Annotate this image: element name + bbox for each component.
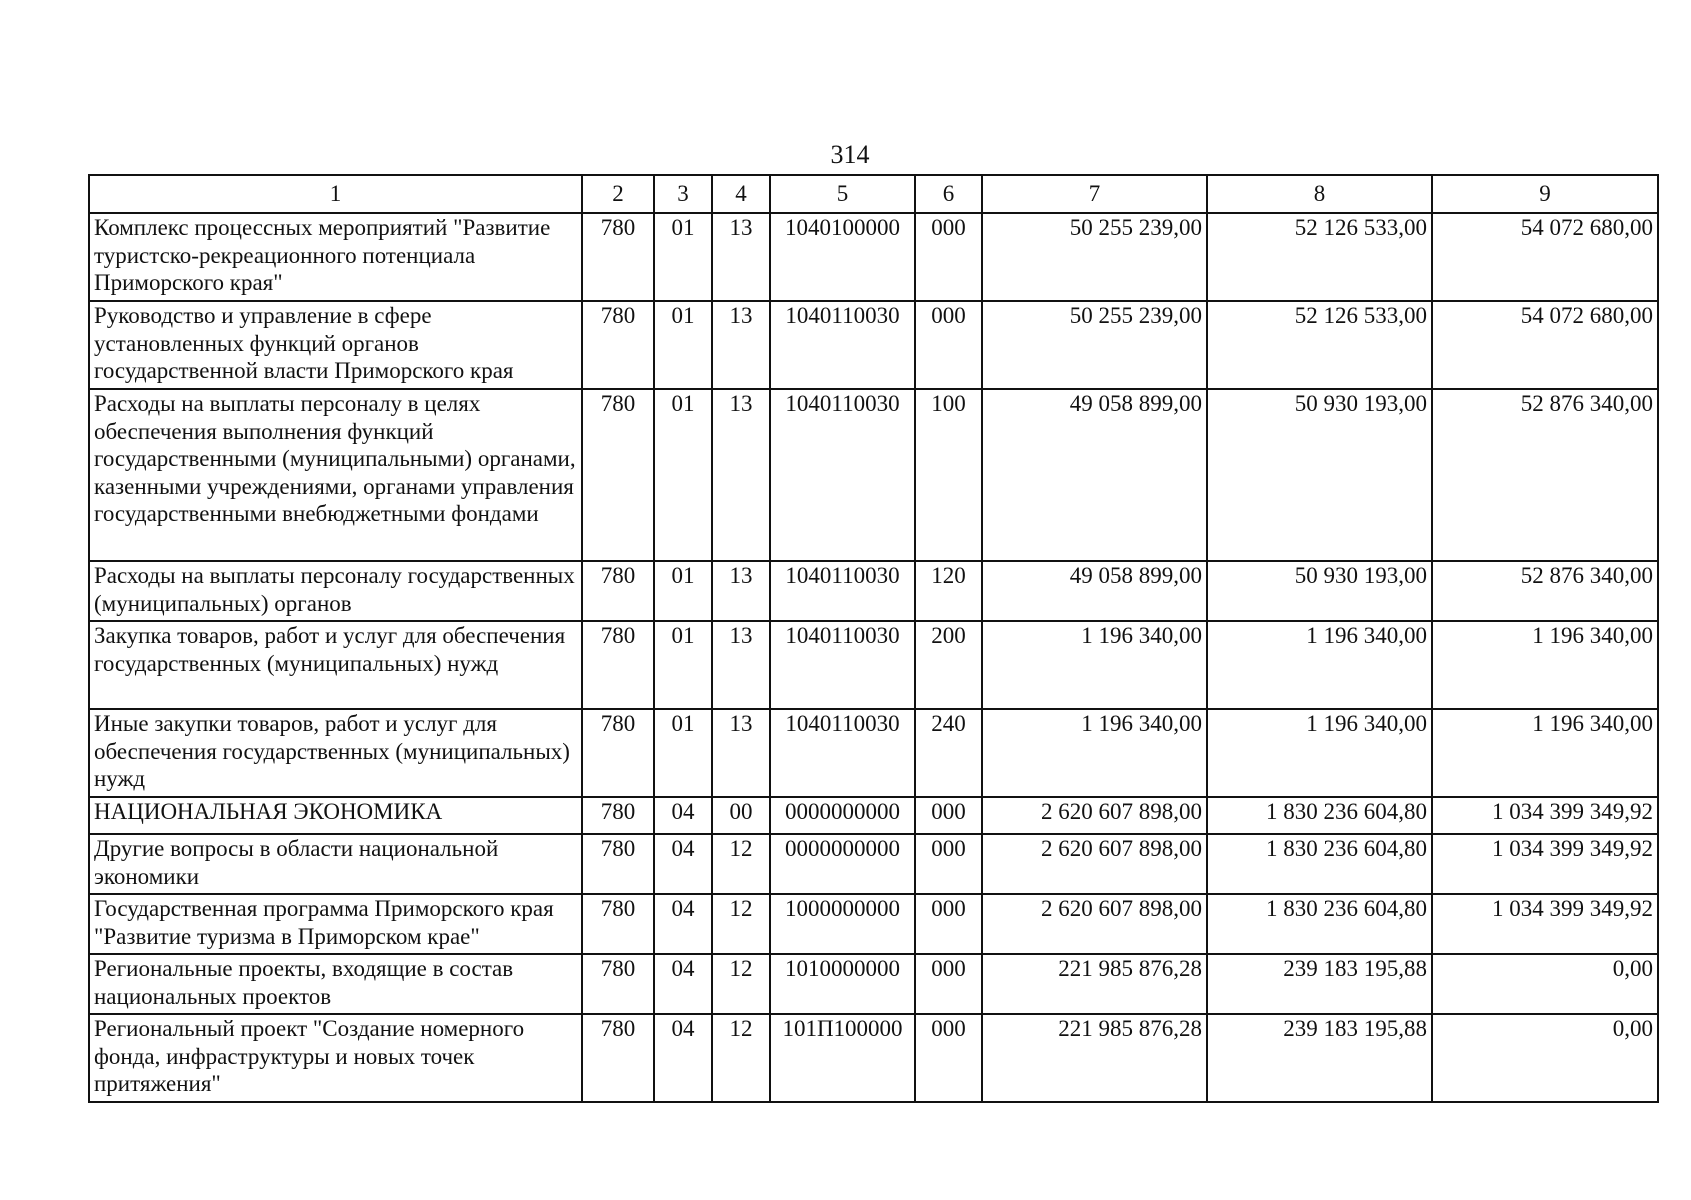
amount-cell: 54 072 680,00 [1432,213,1658,301]
row-name-cell: Руководство и управление в сфере установленных функций органов государственной власти Приморского края [89,301,582,389]
column-header: 3 [654,175,712,213]
row-name-cell: Закупка товаров, работ и услуг для обеспечения государственных (муниципальных) нужд [89,621,582,709]
table-row [89,797,1658,834]
column-header: 1 [89,175,582,213]
code-cell: 12 [712,834,770,894]
amount-cell: 221 985 876,28 [982,954,1207,1014]
code-cell: 240 [915,709,982,797]
table-row [89,834,1658,894]
column-header: 9 [1432,175,1658,213]
code-cell: 1040110030 [770,709,915,797]
amount-cell: 1 830 236 604,80 [1207,834,1432,894]
code-cell: 780 [582,797,654,834]
column-header: 4 [712,175,770,213]
row-name-cell: Расходы на выплаты персоналу государственных (муниципальных) органов [89,561,582,621]
amount-cell: 1 196 340,00 [982,621,1207,709]
code-cell: 1040110030 [770,561,915,621]
code-cell: 780 [582,301,654,389]
amount-cell: 50 930 193,00 [1207,561,1432,621]
amount-cell: 221 985 876,28 [982,1014,1207,1102]
code-cell: 0000000000 [770,834,915,894]
amount-cell: 1 196 340,00 [1207,621,1432,709]
code-cell: 04 [654,954,712,1014]
code-cell: 0000000000 [770,797,915,834]
column-header: 6 [915,175,982,213]
amount-cell: 54 072 680,00 [1432,301,1658,389]
table-row [89,954,1658,1014]
code-cell: 1010000000 [770,954,915,1014]
amount-cell: 52 876 340,00 [1432,389,1658,561]
code-cell: 780 [582,621,654,709]
code-cell: 13 [712,213,770,301]
amount-cell: 1 196 340,00 [982,709,1207,797]
row-name-cell: Иные закупки товаров, работ и услуг для обеспечения государственных (муниципальных) нужд [89,709,582,797]
code-cell: 1040100000 [770,213,915,301]
code-cell: 780 [582,389,654,561]
code-cell: 04 [654,1014,712,1102]
amount-cell: 0,00 [1432,1014,1658,1102]
code-cell: 12 [712,954,770,1014]
amount-cell: 50 255 239,00 [982,301,1207,389]
amount-cell: 1 196 340,00 [1432,621,1658,709]
code-cell: 1040110030 [770,301,915,389]
code-cell: 100 [915,389,982,561]
code-cell: 000 [915,954,982,1014]
row-name-cell: Другие вопросы в области национальной экономики [89,834,582,894]
table-row [89,709,1658,797]
amount-cell: 1 034 399 349,92 [1432,894,1658,954]
amount-cell: 50 255 239,00 [982,213,1207,301]
code-cell: 1000000000 [770,894,915,954]
column-header: 8 [1207,175,1432,213]
code-cell: 1040110030 [770,621,915,709]
amount-cell: 1 034 399 349,92 [1432,797,1658,834]
row-name-cell: Государственная программа Приморского края "Развитие туризма в Приморском крае" [89,894,582,954]
code-cell: 13 [712,389,770,561]
code-cell: 13 [712,301,770,389]
amount-cell: 1 196 340,00 [1432,709,1658,797]
code-cell: 01 [654,301,712,389]
row-name-cell: Комплекс процессных мероприятий "Развитие туристско-рекреационного потенциала Приморского края" [89,213,582,301]
column-header: 5 [770,175,915,213]
amount-cell: 2 620 607 898,00 [982,834,1207,894]
code-cell: 000 [915,301,982,389]
table-row [89,894,1658,954]
code-cell: 101П100000 [770,1014,915,1102]
code-cell: 12 [712,894,770,954]
code-cell: 000 [915,834,982,894]
code-cell: 13 [712,561,770,621]
code-cell: 000 [915,1014,982,1102]
table-row [89,1014,1658,1102]
amount-cell: 50 930 193,00 [1207,389,1432,561]
code-cell: 000 [915,894,982,954]
table-row [89,621,1658,709]
code-cell: 780 [582,709,654,797]
code-cell: 120 [915,561,982,621]
code-cell: 13 [712,709,770,797]
code-cell: 780 [582,1014,654,1102]
row-name-cell: Региональный проект "Создание номерного фонда, инфраструктуры и новых точек притяжения" [89,1014,582,1102]
code-cell: 200 [915,621,982,709]
code-cell: 000 [915,797,982,834]
code-cell: 1040110030 [770,389,915,561]
amount-cell: 2 620 607 898,00 [982,894,1207,954]
table-row [89,301,1658,389]
code-cell: 04 [654,797,712,834]
amount-cell: 1 830 236 604,80 [1207,894,1432,954]
code-cell: 01 [654,389,712,561]
amount-cell: 52 126 533,00 [1207,213,1432,301]
amount-cell: 52 876 340,00 [1432,561,1658,621]
amount-cell: 1 034 399 349,92 [1432,834,1658,894]
code-cell: 01 [654,621,712,709]
code-cell: 00 [712,797,770,834]
row-name-cell: НАЦИОНАЛЬНАЯ ЭКОНОМИКА [89,797,582,834]
table-row [89,561,1658,621]
amount-cell: 2 620 607 898,00 [982,797,1207,834]
code-cell: 780 [582,894,654,954]
budget-table [88,174,1659,1103]
code-cell: 000 [915,213,982,301]
amount-cell: 239 183 195,88 [1207,1014,1432,1102]
amount-cell: 1 830 236 604,80 [1207,797,1432,834]
column-header: 7 [982,175,1207,213]
row-name-cell: Региональные проекты, входящие в состав национальных проектов [89,954,582,1014]
column-number-row [89,175,1658,213]
amount-cell: 49 058 899,00 [982,561,1207,621]
amount-cell: 239 183 195,88 [1207,954,1432,1014]
table-row [89,213,1658,301]
row-name-cell: Расходы на выплаты персоналу в целях обеспечения выполнения функций государственными (муниципальными) органами, казенными учреждениями, органами управления государственными внебюджетными фондами [89,389,582,561]
amount-cell: 49 058 899,00 [982,389,1207,561]
table-row [89,389,1658,561]
code-cell: 12 [712,1014,770,1102]
page-number: 314 [830,140,870,169]
amount-cell: 1 196 340,00 [1207,709,1432,797]
column-header: 2 [582,175,654,213]
code-cell: 13 [712,621,770,709]
code-cell: 01 [654,213,712,301]
code-cell: 04 [654,894,712,954]
code-cell: 01 [654,561,712,621]
amount-cell: 52 126 533,00 [1207,301,1432,389]
code-cell: 780 [582,213,654,301]
amount-cell: 0,00 [1432,954,1658,1014]
code-cell: 780 [582,561,654,621]
code-cell: 780 [582,954,654,1014]
code-cell: 01 [654,709,712,797]
code-cell: 04 [654,834,712,894]
code-cell: 780 [582,834,654,894]
